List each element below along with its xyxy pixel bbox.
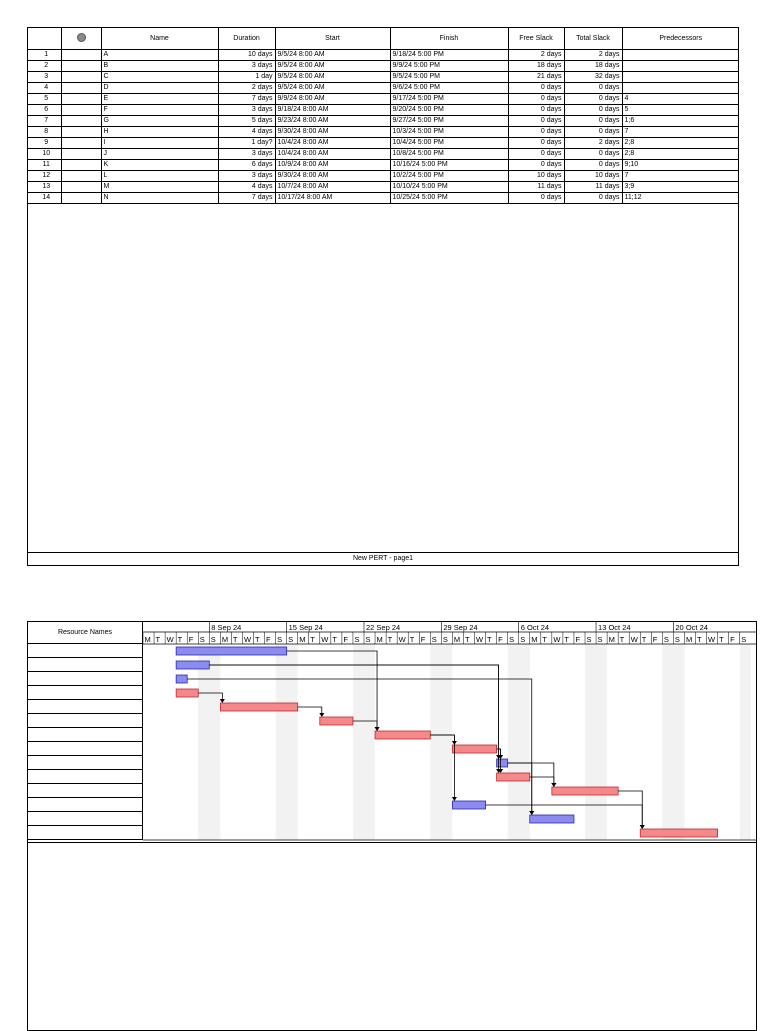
predecessors-cell[interactable]: 7 xyxy=(622,171,739,182)
duration-cell[interactable]: 3 days xyxy=(218,149,275,160)
day-letter: M xyxy=(299,635,306,644)
info-cell[interactable] xyxy=(61,160,101,171)
total-slack-cell[interactable]: 2 days xyxy=(564,50,622,61)
info-cell[interactable] xyxy=(61,105,101,116)
finish-cell[interactable]: 9/6/24 5:00 PM xyxy=(390,83,508,94)
task-bar-n xyxy=(640,829,717,837)
id-cell[interactable]: 7 xyxy=(28,116,61,127)
free-slack-cell[interactable]: 0 days xyxy=(508,160,564,171)
info-cell[interactable] xyxy=(61,193,101,204)
day-letter: S xyxy=(288,635,294,644)
free-slack-cell[interactable]: 0 days xyxy=(508,138,564,149)
dependency-arrow xyxy=(375,727,380,731)
table-row[interactable] xyxy=(28,127,739,138)
finish-cell[interactable]: 10/8/24 5:00 PM xyxy=(390,149,508,160)
predecessors-cell[interactable]: 2;8 xyxy=(622,149,739,160)
day-letter: T xyxy=(232,635,238,644)
day-letter: F xyxy=(498,635,503,644)
week-label: 29 Sep 24 xyxy=(443,623,478,632)
name-cell[interactable]: M xyxy=(101,182,218,193)
day-letter: S xyxy=(586,635,592,644)
name-cell[interactable]: N xyxy=(101,193,218,204)
table-row[interactable] xyxy=(28,138,739,149)
dependency-arrow xyxy=(551,783,556,787)
dependency-arrow xyxy=(452,797,457,801)
info-cell[interactable] xyxy=(61,171,101,182)
id-cell[interactable]: 3 xyxy=(28,72,61,83)
task-bar-c xyxy=(176,675,187,683)
predecessors-cell[interactable]: 4 xyxy=(622,94,739,105)
day-letter: M xyxy=(144,635,151,644)
weekend-shade xyxy=(596,644,607,840)
info-cell[interactable] xyxy=(61,149,101,160)
duration-cell[interactable]: 1 day? xyxy=(218,138,275,149)
duration-cell[interactable]: 2 days xyxy=(218,83,275,94)
total-slack-cell[interactable]: 0 days xyxy=(564,160,622,171)
predecessors-cell[interactable]: 9;10 xyxy=(622,160,739,171)
day-letter: M xyxy=(221,635,229,644)
weekend-shade xyxy=(673,644,684,840)
dependency-arrow xyxy=(529,811,534,815)
day-letter: S xyxy=(431,635,437,644)
day-letter: W xyxy=(321,635,329,644)
table-row[interactable] xyxy=(28,171,739,182)
gantt-bottom-divider xyxy=(28,842,757,843)
weekend-shade xyxy=(209,644,220,840)
day-letter: T xyxy=(332,635,337,644)
dependency-arrow xyxy=(640,825,645,829)
day-letter: F xyxy=(266,635,271,644)
predecessors-cell[interactable] xyxy=(622,83,739,94)
id-cell[interactable]: 8 xyxy=(28,127,61,138)
predecessors-cell[interactable] xyxy=(622,50,739,61)
start-cell[interactable]: 9/9/24 8:00 AM xyxy=(275,94,390,105)
free-slack-cell[interactable]: 21 days xyxy=(508,72,564,83)
day-letter: S xyxy=(199,635,205,644)
id-cell[interactable]: 9 xyxy=(28,138,61,149)
start-column-header[interactable]: Start xyxy=(275,28,390,50)
gantt-chart xyxy=(28,622,757,1031)
task-bar-k xyxy=(552,787,618,795)
dependency-link xyxy=(298,707,322,716)
task-bar-l xyxy=(452,801,485,809)
duration-cell[interactable]: 6 days xyxy=(218,160,275,171)
duration-cell[interactable]: 4 days xyxy=(218,182,275,193)
day-letter: M xyxy=(376,635,383,644)
id-cell[interactable]: 14 xyxy=(28,193,61,204)
finish-cell[interactable]: 9/18/24 5:00 PM xyxy=(390,50,508,61)
week-label: 13 Oct 24 xyxy=(598,623,631,632)
day-letter: T xyxy=(255,635,260,644)
total-slack-cell[interactable]: 18 days xyxy=(564,61,622,72)
free-slack-cell[interactable]: 10 days xyxy=(508,171,564,182)
total-slack-cell[interactable]: 0 days xyxy=(564,193,622,204)
day-letter: S xyxy=(210,635,216,644)
week-label: 20 Oct 24 xyxy=(675,623,708,632)
week-label: 6 Oct 24 xyxy=(520,623,550,632)
weekend-shade xyxy=(740,644,751,840)
task-bar-b xyxy=(176,661,209,669)
weekend-shade xyxy=(519,644,530,840)
id-cell[interactable]: 10 xyxy=(28,149,61,160)
day-letter: T xyxy=(719,635,724,644)
day-letter: S xyxy=(674,635,680,644)
free-slack-cell[interactable]: 0 days xyxy=(508,149,564,160)
gantt-panel xyxy=(27,621,757,1031)
day-letter: T xyxy=(487,635,492,644)
day-letter: F xyxy=(343,635,348,644)
dependency-arrow xyxy=(220,699,225,703)
start-cell[interactable]: 10/4/24 8:00 AM xyxy=(275,149,390,160)
start-cell[interactable]: 9/5/24 8:00 AM xyxy=(275,83,390,94)
info-cell[interactable] xyxy=(61,61,101,72)
weekend-shade xyxy=(441,644,452,840)
weekend-shade xyxy=(364,644,375,840)
predecessors-cell[interactable]: 2;8 xyxy=(622,138,739,149)
task-bar-g xyxy=(375,731,430,739)
start-cell[interactable]: 9/5/24 8:00 AM xyxy=(275,72,390,83)
total-slack-cell[interactable]: 0 days xyxy=(564,94,622,105)
finish-cell[interactable]: 9/27/24 5:00 PM xyxy=(390,116,508,127)
start-cell[interactable]: 9/23/24 8:00 AM xyxy=(275,116,390,127)
week-label: 22 Sep 24 xyxy=(366,623,401,632)
total-slack-cell[interactable]: 0 days xyxy=(564,116,622,127)
finish-cell[interactable]: 9/5/24 5:00 PM xyxy=(390,72,508,83)
day-letter: F xyxy=(575,635,581,644)
day-letter: W xyxy=(398,635,406,644)
day-letter: T xyxy=(409,635,415,644)
duration-cell[interactable]: 10 days xyxy=(218,50,275,61)
duration-cell[interactable]: 5 days xyxy=(218,116,275,127)
free-slack-cell[interactable]: 0 days xyxy=(508,116,564,127)
name-cell[interactable]: F xyxy=(101,105,218,116)
duration-cell[interactable]: 3 days xyxy=(218,105,275,116)
predecessors-cell[interactable]: 3;9 xyxy=(622,182,739,193)
weekend-shade xyxy=(276,644,287,840)
id-cell[interactable]: 6 xyxy=(28,105,61,116)
table-row[interactable] xyxy=(28,149,739,160)
task-bar-e xyxy=(220,703,297,711)
day-letter: S xyxy=(365,635,371,644)
info-cell[interactable] xyxy=(61,127,101,138)
predecessors-cell[interactable]: 5 xyxy=(622,105,739,116)
start-cell[interactable]: 9/30/24 8:00 AM xyxy=(275,171,390,182)
total-slack-cell[interactable]: 10 days xyxy=(564,171,622,182)
predecessors-cell[interactable] xyxy=(622,72,739,83)
day-letter: W xyxy=(708,635,716,644)
day-letter: T xyxy=(542,635,547,644)
weekend-shade xyxy=(287,644,298,840)
name-cell[interactable]: I xyxy=(101,138,218,149)
id-cell[interactable]: 4 xyxy=(28,83,61,94)
id-cell[interactable]: 11 xyxy=(28,160,61,171)
total-slack-cell[interactable]: 32 days xyxy=(564,72,622,83)
duration-cell[interactable]: 3 days xyxy=(218,61,275,72)
dependency-link xyxy=(618,791,642,828)
day-letter: M xyxy=(608,635,615,644)
day-letter: T xyxy=(464,635,470,644)
finish-cell[interactable]: 9/17/24 5:00 PM xyxy=(390,94,508,105)
info-cell[interactable] xyxy=(61,50,101,61)
duration-cell[interactable]: 4 days xyxy=(218,127,275,138)
total-slack-cell[interactable]: 0 days xyxy=(564,127,622,138)
predecessors-column-header[interactable]: Predecessors xyxy=(622,28,739,50)
day-letter: W xyxy=(243,635,252,644)
name-cell[interactable]: J xyxy=(101,149,218,160)
table-row[interactable] xyxy=(28,116,739,127)
finish-cell[interactable]: 10/4/24 5:00 PM xyxy=(390,138,508,149)
free-slack-cell[interactable]: 0 days xyxy=(508,193,564,204)
finish-cell[interactable]: 10/16/24 5:00 PM xyxy=(390,160,508,171)
day-letter: S xyxy=(741,635,747,644)
free-slack-cell[interactable]: 0 days xyxy=(508,127,564,138)
weekend-shade xyxy=(508,644,519,840)
name-cell[interactable]: C xyxy=(101,72,218,83)
total-slack-cell[interactable]: 11 days xyxy=(564,182,622,193)
duration-cell[interactable]: 1 day xyxy=(218,72,275,83)
resource-names-header[interactable]: Resource Names xyxy=(28,622,143,644)
table-row[interactable] xyxy=(28,61,739,72)
weekend-shade xyxy=(585,644,596,840)
duration-column-header[interactable]: Duration xyxy=(218,28,275,50)
week-label: 8 Sep 24 xyxy=(211,623,242,632)
finish-cell[interactable]: 10/2/24 5:00 PM xyxy=(390,171,508,182)
finish-cell[interactable]: 10/10/24 5:00 PM xyxy=(390,182,508,193)
table-row[interactable] xyxy=(28,105,739,116)
predecessors-cell[interactable]: 11;12 xyxy=(622,193,739,204)
task-bar-a xyxy=(176,647,287,655)
page-footer: New PERT - page1 xyxy=(28,552,738,565)
name-cell[interactable]: H xyxy=(101,127,218,138)
table-header-row xyxy=(28,28,739,50)
table-row[interactable] xyxy=(28,160,739,171)
day-letter: T xyxy=(564,635,569,644)
info-cell[interactable] xyxy=(61,138,101,149)
duration-cell[interactable]: 7 days xyxy=(218,193,275,204)
name-cell[interactable]: B xyxy=(101,61,218,72)
free-slack-cell[interactable]: 2 days xyxy=(508,50,564,61)
task-bar-d xyxy=(176,689,198,697)
predecessors-cell[interactable] xyxy=(622,61,739,72)
day-letter: W xyxy=(630,635,638,644)
id-cell[interactable]: 2 xyxy=(28,61,61,72)
total-slack-column-header[interactable]: Total Slack xyxy=(564,28,622,50)
total-slack-cell[interactable]: 2 days xyxy=(564,138,622,149)
name-cell[interactable]: A xyxy=(101,50,218,61)
day-letter: M xyxy=(685,635,693,644)
day-letter: S xyxy=(663,635,669,644)
day-letter: T xyxy=(155,635,161,644)
task-table xyxy=(28,28,739,204)
task-bar-m xyxy=(530,815,574,823)
day-letter: M xyxy=(453,635,461,644)
free-slack-column-header[interactable]: Free Slack xyxy=(508,28,564,50)
day-letter: T xyxy=(387,635,393,644)
day-letter: S xyxy=(277,635,283,644)
week-label: 15 Sep 24 xyxy=(288,623,323,632)
info-cell[interactable] xyxy=(61,72,101,83)
table-row[interactable] xyxy=(28,50,739,61)
duration-cell[interactable]: 7 days xyxy=(218,94,275,105)
start-cell[interactable]: 9/30/24 8:00 AM xyxy=(275,127,390,138)
task-bar-j xyxy=(497,773,530,781)
weekend-shade xyxy=(198,644,209,840)
dependency-link xyxy=(530,777,554,786)
predecessors-cell[interactable]: 7 xyxy=(622,127,739,138)
free-slack-cell[interactable]: 11 days xyxy=(508,182,564,193)
weekend-shade xyxy=(353,644,364,840)
day-letter: F xyxy=(652,635,658,644)
id-cell[interactable]: 12 xyxy=(28,171,61,182)
id-column-header[interactable] xyxy=(28,28,61,50)
name-cell[interactable]: G xyxy=(101,116,218,127)
table-row[interactable] xyxy=(28,83,739,94)
free-slack-cell[interactable]: 0 days xyxy=(508,105,564,116)
day-letter: W xyxy=(166,635,174,644)
total-slack-cell[interactable]: 0 days xyxy=(564,83,622,94)
dependency-arrow xyxy=(319,713,324,717)
table-row[interactable] xyxy=(28,94,739,105)
info-cell[interactable] xyxy=(61,182,101,193)
finish-cell[interactable]: 10/25/24 5:00 PM xyxy=(390,193,508,204)
day-letter: T xyxy=(697,635,702,644)
day-letter: S xyxy=(597,635,603,644)
task-table-panel xyxy=(27,27,739,566)
finish-column-header[interactable]: Finish xyxy=(390,28,508,50)
id-cell[interactable]: 5 xyxy=(28,94,61,105)
finish-cell[interactable]: 10/3/24 5:00 PM xyxy=(390,127,508,138)
day-letter: T xyxy=(619,635,625,644)
task-bar-f xyxy=(320,717,353,725)
day-letter: W xyxy=(553,635,561,644)
name-cell[interactable]: D xyxy=(101,83,218,94)
info-cell[interactable] xyxy=(61,116,101,127)
start-cell[interactable]: 10/9/24 8:00 AM xyxy=(275,160,390,171)
start-cell[interactable]: 10/17/24 8:00 AM xyxy=(275,193,390,204)
day-letter: T xyxy=(310,635,315,644)
id-cell[interactable]: 13 xyxy=(28,182,61,193)
info-cell[interactable] xyxy=(61,83,101,94)
name-column-header[interactable]: Name xyxy=(101,28,218,50)
day-letter: S xyxy=(520,635,526,644)
table-row[interactable] xyxy=(28,193,739,204)
day-letter: F xyxy=(188,635,194,644)
day-letter: S xyxy=(509,635,515,644)
day-letter: S xyxy=(442,635,448,644)
start-cell[interactable]: 9/5/24 8:00 AM xyxy=(275,50,390,61)
free-slack-cell[interactable]: 0 days xyxy=(508,83,564,94)
info-cell[interactable] xyxy=(61,94,101,105)
finish-cell[interactable]: 9/9/24 5:00 PM xyxy=(390,61,508,72)
free-slack-cell[interactable]: 0 days xyxy=(508,94,564,105)
predecessors-cell[interactable]: 1;6 xyxy=(622,116,739,127)
total-slack-cell[interactable]: 0 days xyxy=(564,105,622,116)
total-slack-cell[interactable]: 0 days xyxy=(564,149,622,160)
table-row[interactable] xyxy=(28,72,739,83)
day-letter: W xyxy=(476,635,484,644)
table-row[interactable] xyxy=(28,182,739,193)
info-column-header[interactable] xyxy=(61,28,101,50)
day-letter: S xyxy=(354,635,360,644)
weekend-shade xyxy=(662,644,673,840)
task-bar-h xyxy=(452,745,496,753)
start-cell[interactable]: 9/18/24 8:00 AM xyxy=(275,105,390,116)
day-letter: F xyxy=(730,635,735,644)
day-letter: T xyxy=(641,635,647,644)
id-cell[interactable]: 1 xyxy=(28,50,61,61)
finish-cell[interactable]: 9/20/24 5:00 PM xyxy=(390,105,508,116)
name-cell[interactable]: E xyxy=(101,94,218,105)
weekend-shade xyxy=(430,644,441,840)
name-cell[interactable]: L xyxy=(101,171,218,182)
name-cell[interactable]: K xyxy=(101,160,218,171)
day-letter: M xyxy=(531,635,538,644)
day-letter: F xyxy=(420,635,426,644)
start-cell[interactable]: 9/5/24 8:00 AM xyxy=(275,61,390,72)
info-icon xyxy=(77,33,86,42)
start-cell[interactable]: 10/4/24 8:00 AM xyxy=(275,138,390,149)
duration-cell[interactable]: 3 days xyxy=(218,171,275,182)
free-slack-cell[interactable]: 18 days xyxy=(508,61,564,72)
start-cell[interactable]: 10/7/24 8:00 AM xyxy=(275,182,390,193)
day-letter: T xyxy=(177,635,183,644)
